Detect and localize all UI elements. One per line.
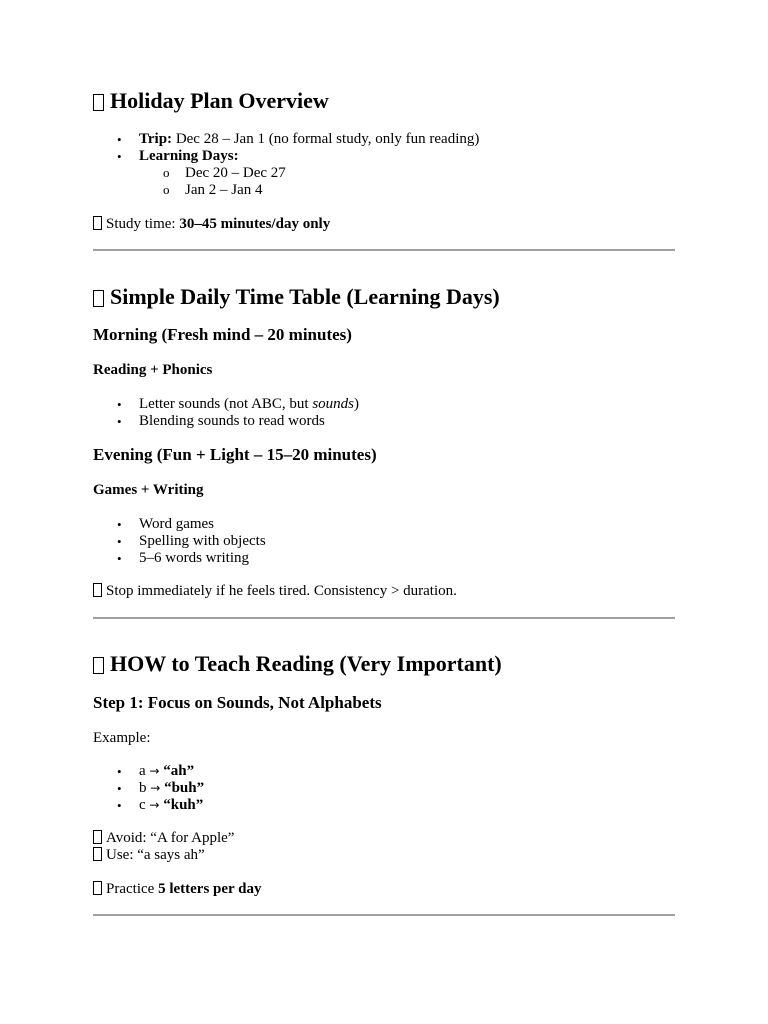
horizontal-rule <box>93 617 675 619</box>
example-item: • a → “ah” <box>117 763 195 779</box>
example-item: • c → “kuh” <box>117 797 204 813</box>
use-note: Use: “a says ah” <box>93 847 205 864</box>
section-heading-holiday-plan: Holiday Plan Overview <box>93 88 329 114</box>
sub-list-item: o Dec 20 – Dec 27 <box>163 165 286 181</box>
bullet-icon: • <box>117 414 122 429</box>
missing-glyph-icon <box>93 830 102 844</box>
bullet-icon: • <box>117 132 122 147</box>
circle-bullet-icon: o <box>163 182 170 197</box>
bullet-icon: • <box>117 764 122 779</box>
list-item-learning-days <box>117 148 239 165</box>
practice-note: Practice 5 letters per day <box>93 881 262 898</box>
avoid-note: Avoid: “A for Apple” <box>93 830 234 847</box>
bullet-icon: • <box>117 397 122 412</box>
missing-glyph-icon <box>93 881 102 895</box>
missing-glyph-icon <box>93 583 102 597</box>
practice-value: 5 letters per day <box>158 881 262 897</box>
bullet-icon: • <box>117 798 122 813</box>
section-heading-how-to-teach: HOW to Teach Reading (Very Important) <box>93 651 502 677</box>
missing-glyph-icon <box>93 657 104 674</box>
bullet-icon: • <box>117 517 122 532</box>
evening-subheading: Games + Writing <box>93 482 204 498</box>
missing-glyph-icon <box>93 290 104 307</box>
bullet-icon: • <box>117 781 122 796</box>
example-item: • b → “buh” <box>117 780 205 796</box>
circle-bullet-icon: o <box>163 165 170 180</box>
arrow-icon: → <box>150 781 161 795</box>
step1-heading: Step 1: Focus on Sounds, Not Alphabets <box>93 693 382 712</box>
tired-note: Stop immediately if he feels tired. Consistency > duration. <box>93 583 457 600</box>
list-item: • Word games <box>117 516 215 532</box>
arrow-icon: → <box>149 764 160 778</box>
morning-heading: Morning (Fresh mind – 20 minutes) <box>93 325 352 344</box>
list-item-trip <box>117 131 480 148</box>
sub-list-item: o Jan 2 – Jan 4 <box>163 182 263 198</box>
list-item: • Blending sounds to read words <box>117 413 325 429</box>
bullet-icon: • <box>117 149 122 164</box>
list-item: • 5–6 words writing <box>117 550 249 566</box>
bullet-icon: • <box>117 551 122 566</box>
bullet-icon: • <box>117 534 122 549</box>
trip-label: Trip: <box>139 131 173 147</box>
section-heading-time-table: Simple Daily Time Table (Learning Days) <box>93 284 500 310</box>
list-item: • Letter sounds (not ABC, but sounds) <box>117 396 360 412</box>
learning-days-label: Learning Days: <box>139 148 239 164</box>
missing-glyph-icon <box>93 94 104 111</box>
missing-glyph-icon <box>93 216 102 230</box>
study-time-value: 30–45 minutes/day only <box>179 216 331 232</box>
trip-value: Dec 28 – Jan 1 (no formal study, only fun reading) <box>175 131 480 147</box>
morning-subheading: Reading + Phonics <box>93 362 213 378</box>
missing-glyph-icon <box>93 847 102 861</box>
horizontal-rule <box>93 249 675 251</box>
evening-heading: Evening (Fun + Light – 15–20 minutes) <box>93 445 377 464</box>
horizontal-rule <box>93 914 675 916</box>
list-item: • Spelling with objects <box>117 533 266 549</box>
arrow-icon: → <box>149 798 160 812</box>
study-time-note: Study time: 30–45 minutes/day only <box>93 216 330 233</box>
example-label: Example: <box>93 730 151 746</box>
